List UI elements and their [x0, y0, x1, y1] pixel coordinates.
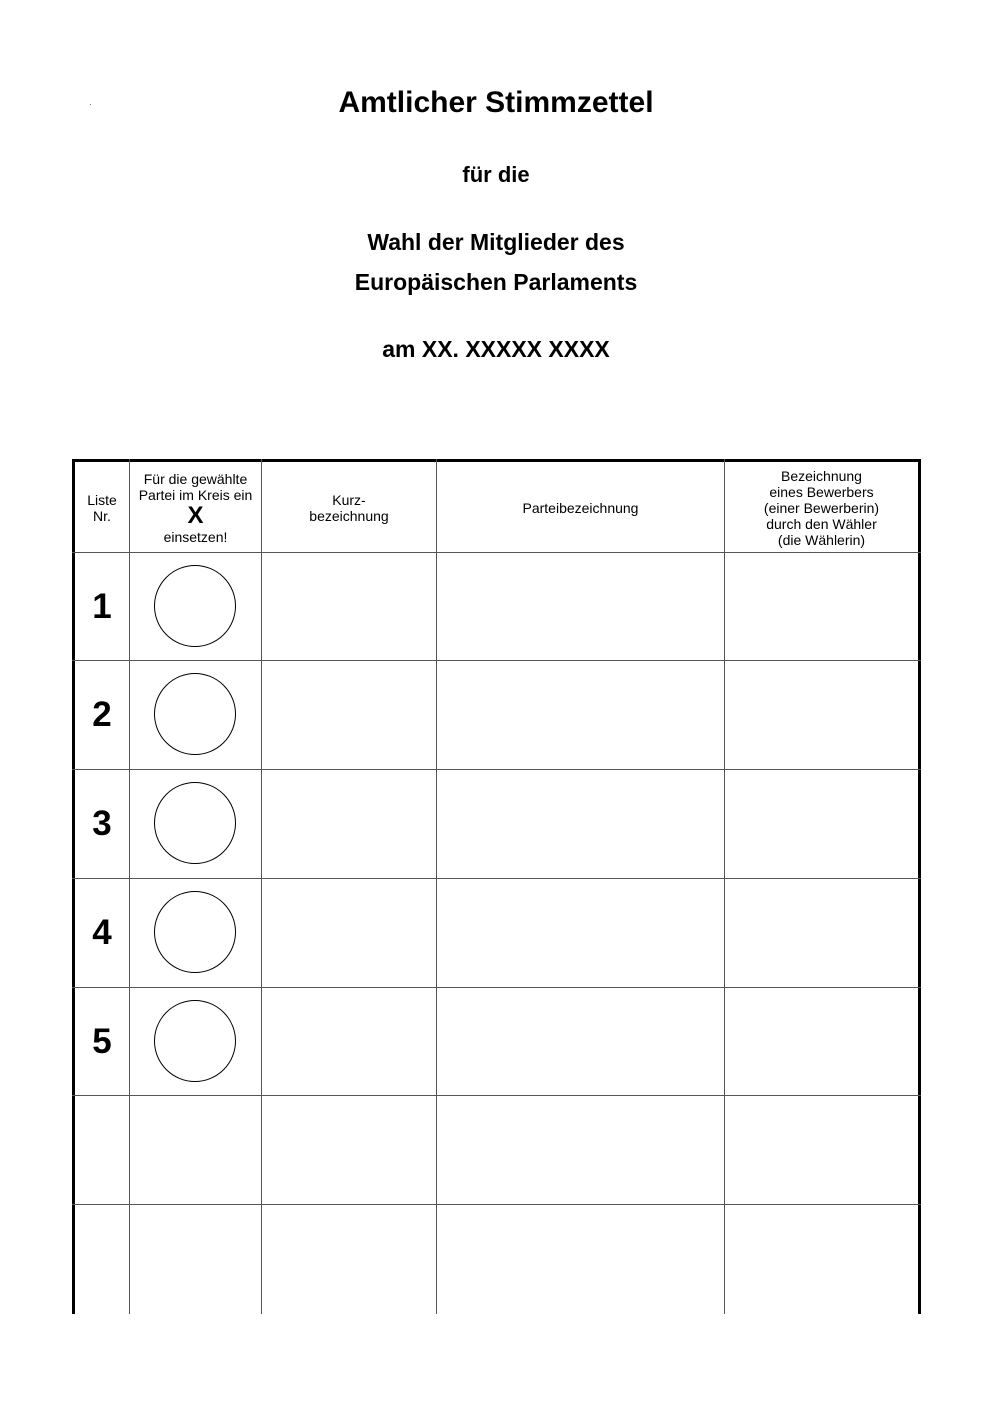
- table-row: [72, 661, 921, 769]
- vote-circle[interactable]: [154, 565, 236, 647]
- table-row: [72, 988, 921, 1096]
- list-number: 4: [92, 913, 112, 952]
- table-row: [72, 1205, 921, 1313]
- list-number: 5: [92, 1022, 112, 1061]
- election-name-line-2: Europäischen Parlaments: [354, 269, 638, 295]
- ballot-table: [72, 459, 921, 1314]
- header-kurz-line-2: bezeichnung: [309, 507, 389, 524]
- header-kreis: [130, 462, 261, 553]
- header-kreis-line-3: einsetzen!: [163, 528, 228, 545]
- header-bewerber: [725, 462, 918, 553]
- header-parteibezeichnung: [437, 462, 724, 553]
- header-bewerber-line-5: (die Wählerin): [777, 531, 866, 548]
- vote-circle[interactable]: [154, 891, 236, 973]
- list-number: 1: [92, 587, 112, 626]
- x-mark-instruction: X: [187, 501, 204, 529]
- header-nr-label: Nr.: [93, 507, 111, 524]
- table-row: [72, 553, 921, 661]
- table-row: [72, 770, 921, 878]
- table-row: [72, 879, 921, 987]
- table-row: [72, 1096, 921, 1204]
- header-liste-nr: [75, 462, 129, 553]
- header-kreis-line-1: Für die gewählte: [143, 470, 248, 487]
- header-partei-label: Parteibezeichnung: [522, 499, 639, 516]
- ballot-subtitle-for: für die: [462, 162, 530, 187]
- election-name-line-1: Wahl der Mitglieder des: [367, 229, 625, 255]
- list-number: [75, 1096, 129, 1204]
- header-bewerber-line-3: (einer Bewerberin): [763, 499, 880, 516]
- header-bewerber-line-1: Bezeichnung: [781, 467, 862, 484]
- header-kreis-line-2: Partei im Kreis ein: [138, 486, 253, 503]
- header-liste-label: Liste: [87, 491, 117, 508]
- header-kurzbezeichnung: [262, 462, 436, 553]
- header-bewerber-line-2: eines Bewerbers: [769, 483, 874, 500]
- vote-circle[interactable]: [154, 1000, 236, 1082]
- list-number: 3: [92, 804, 112, 843]
- ballot-title: Amtlicher Stimmzettel: [338, 86, 654, 119]
- header-bewerber-line-4: durch den Wähler: [766, 515, 877, 532]
- header-kurz-line-1: Kurz-: [332, 491, 366, 508]
- vote-circle[interactable]: [154, 673, 236, 755]
- list-number: 2: [92, 695, 112, 734]
- election-date: am XX. XXXXX XXXX: [382, 336, 610, 362]
- list-number: [75, 1205, 129, 1313]
- vote-circle[interactable]: [154, 782, 236, 864]
